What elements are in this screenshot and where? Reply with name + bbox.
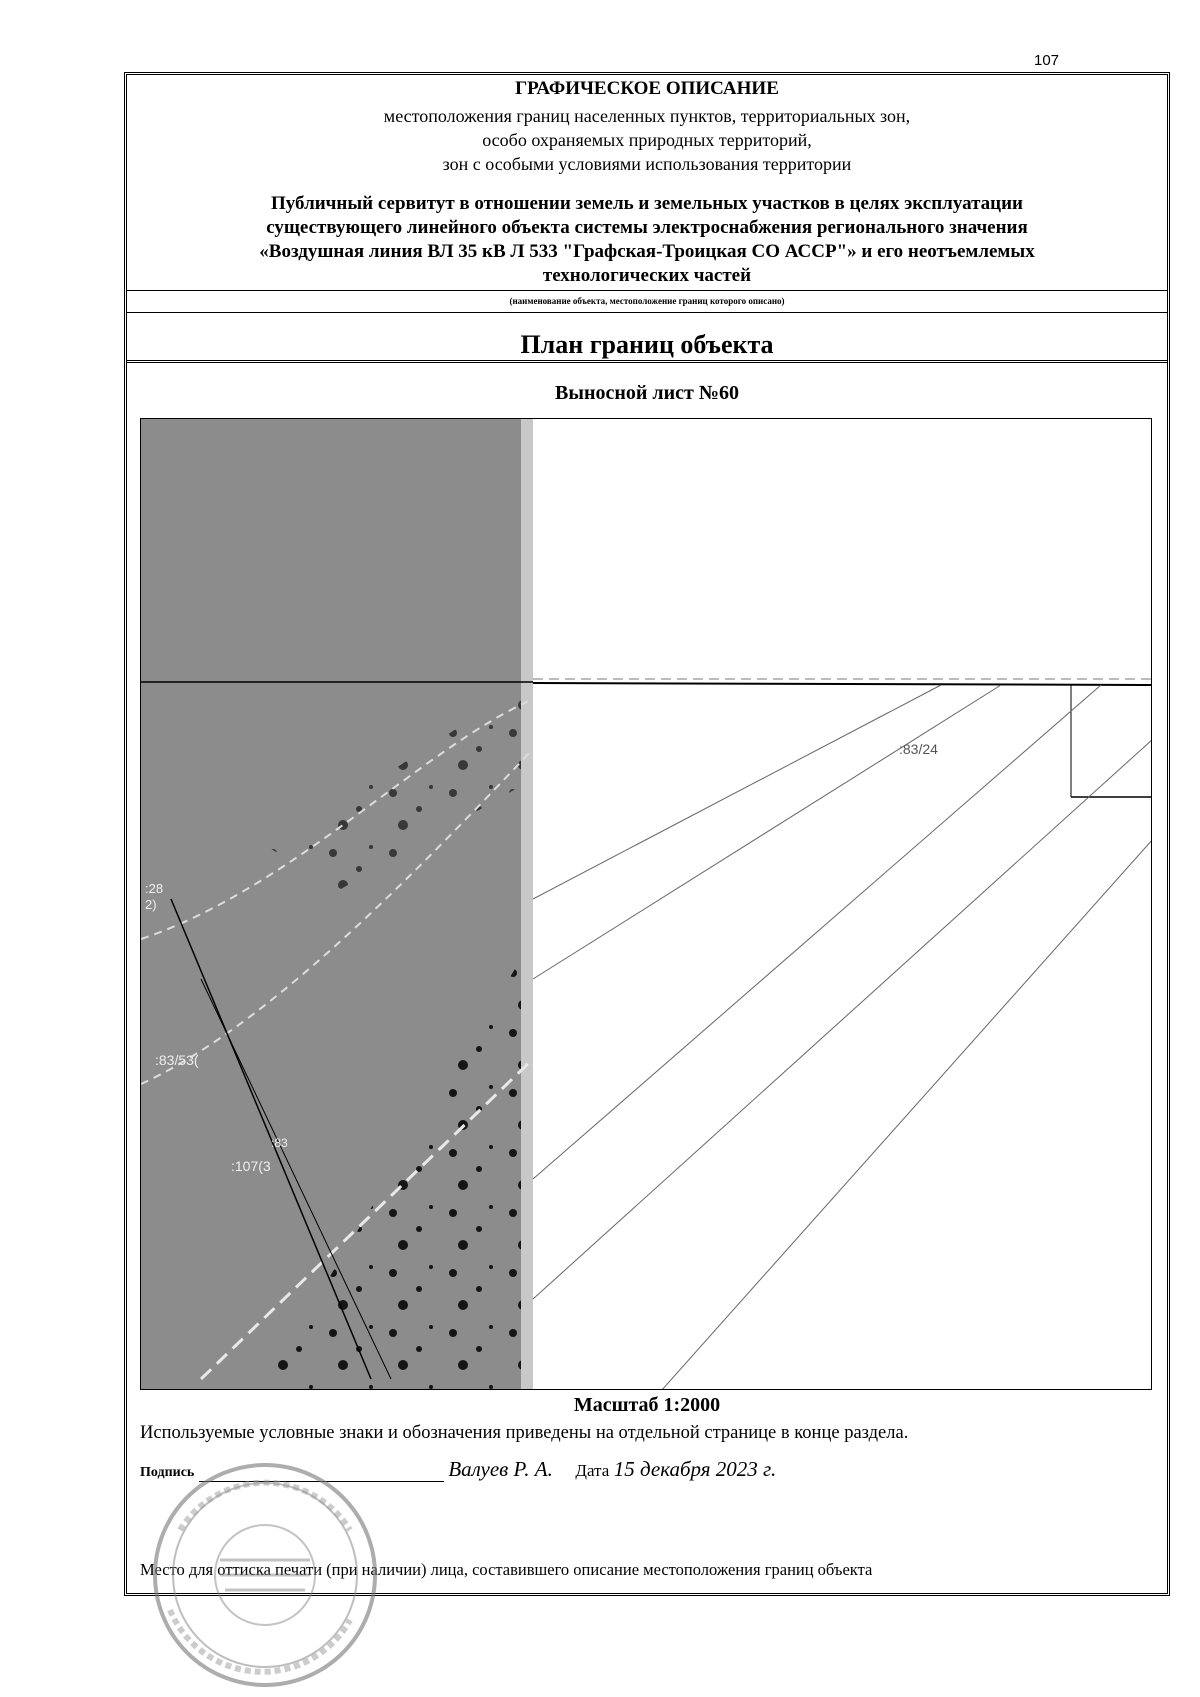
date-label: Дата [575,1461,610,1480]
map-drawing [141,419,1152,1390]
plan-divider [127,360,1167,363]
signature-label: Подпись [140,1465,195,1480]
seal-place-note: Место для оттиска печати (при наличии) лица, составившего описание местоположения границ объекта [140,1560,873,1579]
plan-title: План границ объекта [520,330,774,359]
subtitle-line-1: местоположения границ населенных пунктов, территориальных зон, [383,106,911,126]
scale-label: Масштаб 1:2000 [573,1394,721,1416]
parcel-label-83-53: :83/53( [155,1052,199,1068]
parcel-label-28: :28 [145,881,164,896]
servitude-line-3 [533,685,1101,1179]
signer-name: Валуев Р. А. [448,1457,553,1481]
page-number: 107 [1034,52,1060,69]
servitude-line-5 [661,839,1152,1390]
servitude-line-2 [533,685,1001,979]
parcel-label-2: 2) [145,897,157,912]
parcel-label-107: :107(3 [231,1158,271,1174]
caption-divider [127,312,1167,313]
document-title: ГРАФИЧЕСКОЕ ОПИСАНИЕ [515,78,779,99]
legend-note: Используемые условные знаки и обозначения приведены на отдельной странице в конце раздела. [140,1423,909,1443]
subtitle-line-2: особо охраняемых природных территорий, [482,130,812,150]
servitude-line-4 [533,739,1152,1299]
object-line-2: существующего линейного объекта системы электроснабжения регионального значения [266,217,1028,238]
parcel-boundary-right [533,683,1152,685]
object-description [124,192,1170,288]
object-line-4: технологических частей [542,265,752,286]
subtitle-line-3: зон с особыми условиями использования территории [442,154,852,174]
signature-date: 15 декабря 2023 г. [613,1457,777,1481]
header-divider [127,290,1167,291]
object-line-1: Публичный сервитут в отношении земель и земельных участков в целях эксплуатации [271,193,1023,214]
object-caption: (наименование объекта, местоположение границ которого описано) [509,296,785,306]
parcel-label-83-24: :83/24 [899,741,938,757]
boundary-map [140,418,1152,1390]
parcel-label-83: :83 [271,1136,288,1150]
object-line-3: «Воздушная линия ВЛ 35 кВ Л 533 "Графская-Троицкая СО АССР"» и его неотъемлемых [259,241,1035,262]
sheet-title: Выносной лист №60 [555,382,739,404]
raster-edge [521,419,533,1390]
round-stamp-image [150,1460,380,1690]
servitude-line-1 [533,685,941,899]
